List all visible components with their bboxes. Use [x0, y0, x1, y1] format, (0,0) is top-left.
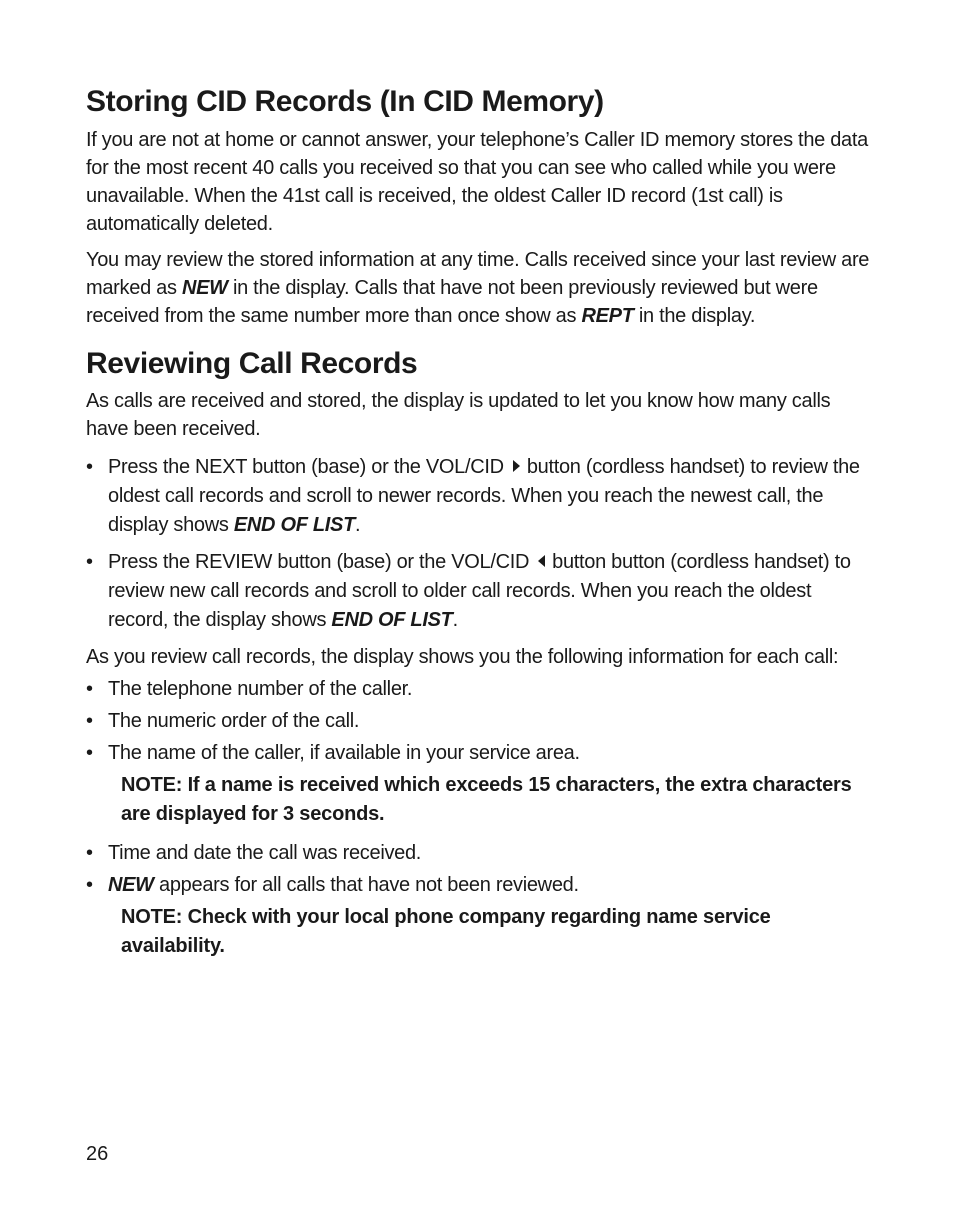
step-text: Press the REVIEW button (base) or the VOL/CID — [108, 551, 530, 574]
info-intro: As you review call records, the display shows you the following information for each call: — [86, 646, 839, 669]
step-text: button (cordless handset) to review the oldest call records and scroll to newer records. When you reach the newest call, the display shows — [108, 456, 860, 537]
note-service-availability: NOTE: Check with your local phone company regarding name service availability. — [121, 906, 771, 958]
list-item — [86, 453, 876, 540]
info-list-continued — [86, 839, 876, 900]
storing-paragraph-1: If you are not at home or cannot answer, your telephone’s Caller ID memory stores the data for the most recent 40 calls you received so that you can see who called while you were unavailable. When the 41st call is received, the oldest Caller ID record (1st call) is automatically deleted. — [86, 129, 868, 235]
end-of-list-label: END OF LIST — [331, 609, 453, 632]
step-text: button button (cordless handset) to review new call records and scroll to older call records. When you reach the oldest record, the display shows — [108, 551, 851, 632]
list-item-text: appears for all calls that have not been reviewed. — [153, 874, 579, 897]
page-content — [86, 82, 876, 971]
review-steps-list — [86, 453, 876, 635]
list-item: • The telephone number of the caller. — [86, 675, 876, 704]
list-item — [86, 548, 876, 635]
end-of-list-label: END OF LIST — [233, 514, 356, 537]
section-title-reviewing: Reviewing Call Records — [86, 347, 418, 380]
rept-label: REPT — [581, 305, 634, 327]
list-item: • Time and date the call was received. — [86, 839, 876, 868]
left-triangle-icon — [537, 548, 546, 577]
step-text: Press the NEXT button (base) or the VOL/CID — [108, 456, 504, 478]
reviewing-intro: As calls are received and stored, the display is updated to let you know how many calls have been received. — [86, 390, 831, 440]
new-label: NEW — [108, 874, 154, 897]
info-list — [86, 675, 876, 768]
storing-para2-text-2: in the display. Calls that have not been previously reviewed but were received from the same number more than once show as — [86, 277, 818, 327]
storing-para2-text-3: in the display. — [633, 305, 756, 327]
storing-para2-text-1: You may review the stored information at any time. Calls received since your last review are marked as — [86, 249, 870, 299]
step-text-end: . — [355, 514, 361, 537]
list-item — [86, 871, 876, 900]
page-number: 26 — [86, 1143, 109, 1165]
list-item: • The numeric order of the call. — [86, 707, 876, 736]
right-triangle-icon — [512, 453, 521, 482]
list-item: • The name of the caller, if available in your service area. — [86, 739, 876, 768]
new-label: NEW — [181, 277, 228, 299]
step-text-end: . — [452, 609, 458, 632]
note-name-length: NOTE: If a name is received which exceeds 15 characters, the extra characters are displayed for 3 seconds. — [121, 774, 852, 826]
section-title-storing-cid: Storing CID Records (In CID Memory) — [86, 85, 604, 118]
storing-paragraph-2 — [86, 246, 876, 330]
